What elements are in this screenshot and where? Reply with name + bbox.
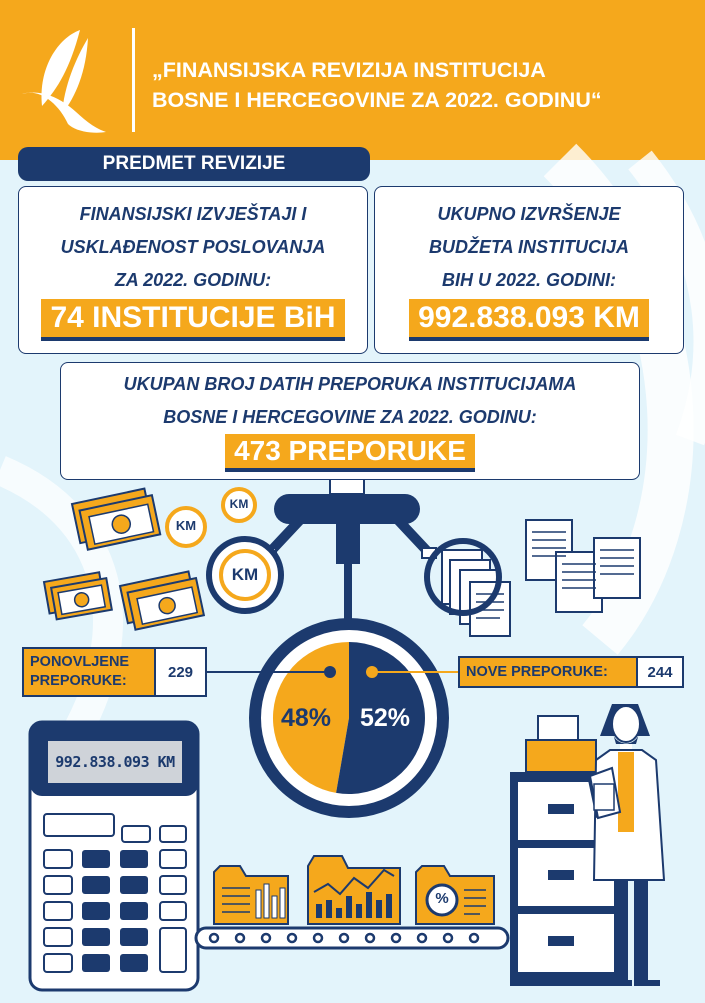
institutions-line1: FINANSIJSKI IZVJEŠTAJI I [79,204,307,224]
budget-line1: UKUPNO IZVRŠENJE [437,204,621,224]
pie-label-new: 52% [360,704,411,732]
folder-percent-icon [416,866,494,924]
budget-line2: BUDŽETA INSTITUCIJA [429,237,629,257]
institutions-box [18,186,368,354]
folder-bars-icon [308,856,400,924]
recommendations-line2: BOSNE I HERCEGOVINE ZA 2022. GODINU: [163,407,537,427]
pie-chart [205,624,458,812]
institutions-count: 74 INSTITUCIJE BiH [41,299,344,341]
coin-label-3: KM [231,565,259,584]
coin-label-2: KM [229,497,249,511]
new-label: NOVE PREPORUKE: [458,656,638,688]
repeated-label: PONOVLJENE PREPORUKE: [22,647,156,697]
magnifier-documents-icon [427,541,510,636]
recommendations-count: 473 PREPORUKE [225,434,475,472]
folder-percent-label: % [435,890,449,907]
scale-machine [262,478,436,624]
new-count: 244 [636,656,684,688]
repeated-count: 229 [154,647,207,697]
recommendations-box [60,362,640,480]
subject-pill: PREDMET REVIZIJE [18,147,370,181]
pie-label-repeated: 48% [281,704,332,732]
conveyor-belt [196,928,508,948]
institutions-line3: ZA 2022. GODINU: [114,270,272,290]
document-stacks-icon [526,520,640,612]
budget-amount: 992.838.093 KM [409,299,649,341]
coin-label-1: KM [175,518,197,533]
calculator-display: 992.838.093 KM [45,738,185,786]
folder-chart-icon [214,866,288,924]
page-title: „FINANSIJSKA REVIZIJA INSTITUCIJA BOSNE I HERCEGOVINE ZA 2022. GODINU“ [152,58,602,112]
budget-box [374,186,684,354]
budget-line3: BIH U 2022. GODINI: [441,270,617,290]
recommendations-line1: UKUPAN BROJ DATIH PREPORUKA INSTITUCIJAMA [123,374,577,394]
institutions-line2: USKLAĐENOST POSLOVANJA [60,237,326,257]
